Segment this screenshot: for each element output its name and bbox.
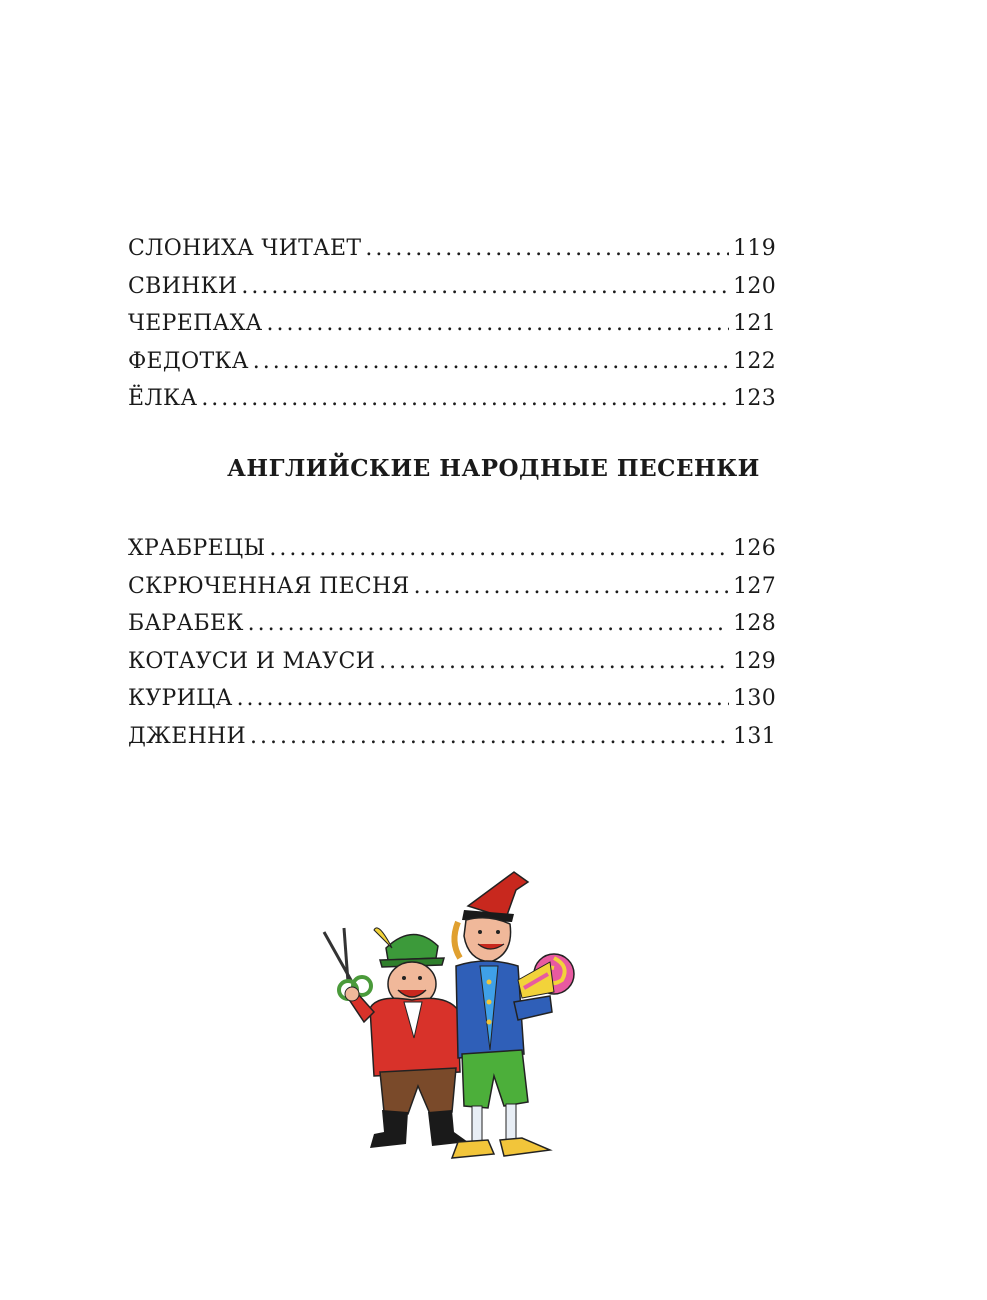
- section-heading: АНГЛИЙСКИЕ НАРОДНЫЕ ПЕСЕНКИ: [227, 455, 760, 482]
- dot-leader: [365, 230, 729, 268]
- toc-entry[interactable]: [128, 530, 776, 568]
- toc-entry[interactable]: [128, 605, 776, 643]
- toc-entry-title: ДЖЕННИ: [128, 723, 247, 749]
- toc-entry-page: 123: [733, 386, 776, 411]
- toc-entry[interactable]: [128, 568, 776, 606]
- candy-icon: [518, 954, 574, 998]
- toc-entry-title: КУРИЦА: [128, 686, 233, 711]
- toc-entry-title: ЧЕРЕПАХА: [128, 311, 263, 336]
- dot-leader: [267, 305, 730, 343]
- toc-entry[interactable]: [128, 343, 776, 381]
- toc-entry-page: 128: [733, 611, 776, 636]
- dot-leader: [237, 680, 730, 718]
- toc-entry-page: 126: [733, 536, 776, 561]
- dot-leader: [201, 380, 729, 418]
- toc-entry-page: 129: [733, 648, 776, 674]
- toc-entry-page: 131: [733, 723, 776, 749]
- toc-entry-page: 120: [733, 273, 776, 299]
- toc-entry-title: КОТАУСИ И МАУСИ: [128, 648, 376, 674]
- toc-entry-title: СКРЮЧЕННАЯ ПЕСНЯ: [128, 573, 410, 599]
- toc-entry-title: БАРАБЕК: [128, 611, 244, 636]
- toc-entry-title: СЛОНИХА ЧИТАЕТ: [128, 236, 362, 261]
- toc-entry[interactable]: [128, 268, 776, 306]
- toc-entry-title: ЁЛКА: [128, 386, 198, 411]
- jester-figure: [452, 872, 574, 1158]
- dot-leader: [241, 268, 729, 306]
- dot-leader: [414, 568, 729, 606]
- dot-leader: [379, 643, 729, 681]
- toc-entry-page: 130: [733, 686, 776, 711]
- toc-entry-title: СВИНКИ: [128, 273, 238, 299]
- toc-entry[interactable]: [128, 305, 776, 343]
- toc-entry-page: 127: [733, 573, 776, 599]
- toc-entry[interactable]: [128, 643, 776, 681]
- toc-entry[interactable]: [128, 718, 776, 756]
- dot-leader: [248, 605, 729, 643]
- characters-illustration: [318, 862, 588, 1172]
- toc-entry[interactable]: [128, 680, 776, 718]
- toc-entry-page: 122: [733, 348, 776, 374]
- toc-section-2: [128, 530, 776, 755]
- toc-entry-title: ХРАБРЕЦЫ: [128, 536, 266, 561]
- dot-leader: [269, 530, 729, 568]
- toc-entry-title: ФЕДОТКА: [128, 348, 249, 374]
- toc-entry[interactable]: [128, 380, 776, 418]
- dot-leader: [250, 718, 729, 756]
- toc-entry-page: 119: [733, 236, 776, 261]
- dot-leader: [253, 343, 729, 381]
- toc-entry-page: 121: [733, 311, 776, 336]
- toc-section-1: [128, 230, 776, 418]
- tailor-figure: [324, 928, 468, 1148]
- toc-entry[interactable]: [128, 230, 776, 268]
